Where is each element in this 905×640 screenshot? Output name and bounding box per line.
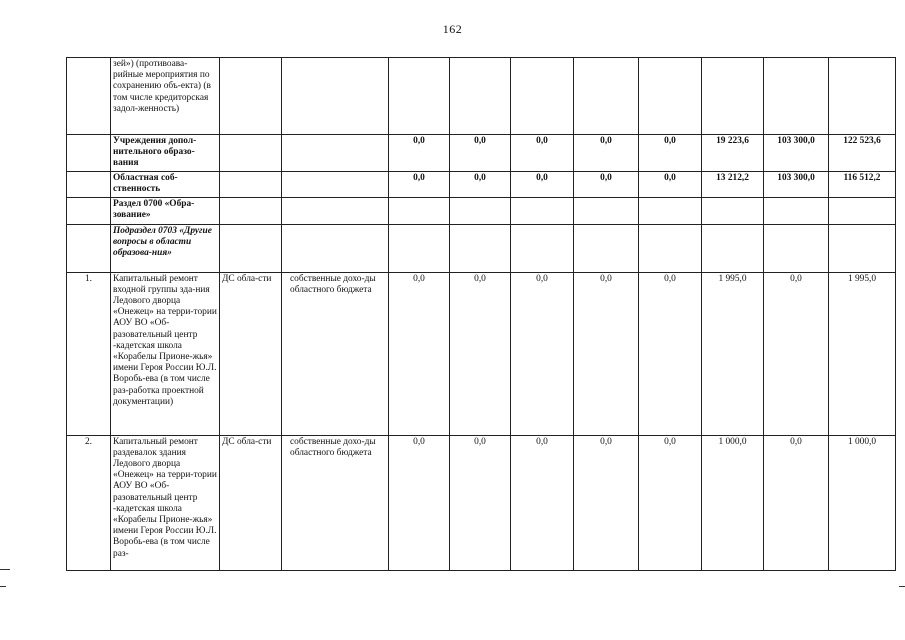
value-cell: 13 212,2 [702,171,764,197]
value-cell: 0,0 [639,171,702,197]
table-row [67,272,896,435]
value-cell: 0,0 [764,435,829,570]
value-cell: 0,0 [574,171,639,197]
total-cell: 1 995,0 [829,272,896,435]
value-cell: 0,0 [639,435,702,570]
value-cell: 0,0 [574,135,639,172]
funding-level: ДС обла-сти [220,272,282,435]
value-cell: 0,0 [511,272,574,435]
value-cell: 103 300,0 [764,171,829,197]
total-cell: 1 000,0 [829,435,896,570]
row-index: 1. [67,272,111,435]
value-cell: 0,0 [450,135,511,172]
row-name: зей») (противоава-рийные мероприятия по сохранению объ-екта) (в том числе кредиторская задол-женность) [111,58,220,135]
value-cell: 0,0 [511,135,574,172]
budget-table [66,57,896,571]
value-cell: 1 995,0 [702,272,764,435]
row-name: Капитальный ремонт раздевалок здания Ледового дворца «Онежец» на терри-тории АОУ ВО «Об-разовательный центр -кадетская школа «Корабелы Прионе-жья» имени Героя России Ю.Л. Воробь-ева (в том числе раз- [111,435,220,570]
total-cell: 122 523,6 [829,135,896,172]
table-row [67,197,896,224]
row-name: Областная соб-ственность [111,171,220,197]
scan-edge-mark [0,569,10,570]
section-title: Раздел 0700 «Обра-зование» [111,197,220,224]
value-cell: 0,0 [389,135,450,172]
value-cell: 103 300,0 [764,135,829,172]
value-cell: 0,0 [389,171,450,197]
value-cell: 19 223,6 [702,135,764,172]
value-cell: 0,0 [639,135,702,172]
total-cell: 116 512,2 [829,171,896,197]
page-number: 162 [442,22,463,36]
scan-edge-mark [0,586,6,587]
value-cell: 0,0 [639,272,702,435]
value-cell: 0,0 [450,435,511,570]
table-row [67,171,896,197]
table-row [67,435,896,570]
value-cell: 0,0 [511,435,574,570]
value-cell: 1 000,0 [702,435,764,570]
row-index: 2. [67,435,111,570]
funding-level: ДС обла-сти [220,435,282,570]
value-cell: 0,0 [574,272,639,435]
row-name: Учреждения допол-нительного образо-вания [111,135,220,172]
row-name: Капитальный ремонт входной группы зда-ния Ледового дворца «Онежец» на терри-тории АОУ ВО «Об-разовательный центр -кадетская школа «Корабелы Прионе-жья» имени Героя России Ю.Л. Воробь-ева (в том числе раз-работка проектной документации) [111,272,220,435]
value-cell: 0,0 [389,272,450,435]
table-row [67,58,896,135]
row-index [67,58,111,135]
value-cell: 0,0 [511,171,574,197]
value-cell: 0,0 [450,171,511,197]
value-cell: 0,0 [389,435,450,570]
value-cell: 0,0 [574,435,639,570]
funding-source: собственные дохо-ды областного бюджета [282,272,389,435]
table-row [67,135,896,172]
funding-source: собственные дохо-ды областного бюджета [282,435,389,570]
subsection-title: Подраздел 0703 «Другие вопросы в области образова-ния» [111,224,220,272]
value-cell: 0,0 [450,272,511,435]
scan-edge-mark [899,586,905,587]
table-row [67,224,896,272]
value-cell: 0,0 [764,272,829,435]
